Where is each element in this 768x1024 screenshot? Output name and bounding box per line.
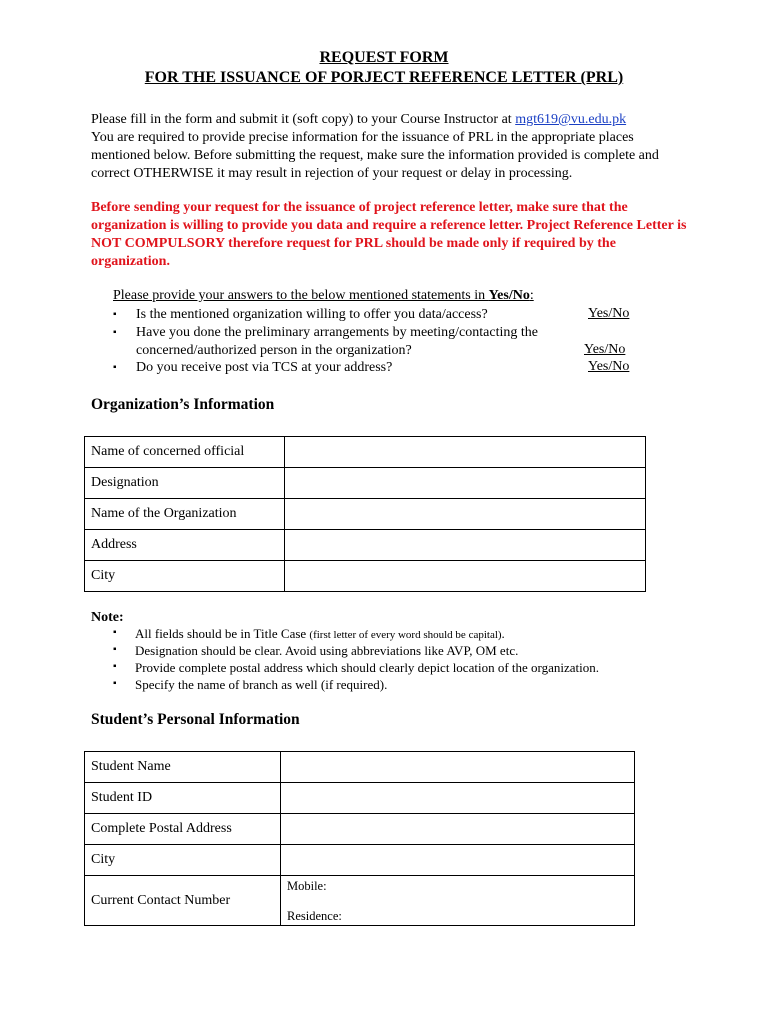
bullet-icon: ▪ (113, 327, 117, 338)
bullet-icon: ▪ (113, 678, 117, 689)
bullet-icon: ▪ (113, 362, 117, 373)
title-line1: REQUEST FORM (319, 49, 449, 66)
field-label: Designation (85, 468, 285, 499)
intro-rest: You are required to provide precise information for the issuance of PRL in the appropriate places mentioned below. Before submitting the request, make sure the information provided is complete and correct OTHERWISE it may result in rejection of your request or delay in processing. (91, 130, 659, 181)
field-label: Name of concerned official (85, 437, 285, 468)
field-label: Name of the Organization (85, 499, 285, 530)
field-label: Student Name (85, 752, 281, 783)
field-label: Complete Postal Address (85, 814, 281, 845)
contact-number-cell[interactable] (281, 876, 635, 926)
postal-address-input[interactable] (281, 814, 635, 845)
org-section-heading: Organization’s Information (91, 396, 275, 413)
questions-intro: Please provide your answers to the below mentioned statements in Yes/No: (113, 288, 534, 303)
concerned-official-input[interactable] (285, 437, 646, 468)
table-row (85, 530, 646, 561)
bullet-icon: ▪ (113, 661, 117, 672)
table-row (85, 437, 646, 468)
table-row (85, 876, 635, 926)
field-label: Current Contact Number (85, 876, 281, 926)
residence-label: Residence: (287, 908, 342, 923)
note-label: Note: (91, 610, 124, 625)
student-city-input[interactable] (281, 845, 635, 876)
field-label: City (85, 845, 281, 876)
field-label: City (85, 561, 285, 592)
mobile-label: Mobile: (287, 878, 327, 893)
designation-input[interactable] (285, 468, 646, 499)
question-1-answer: Yes/No (588, 306, 630, 321)
student-id-input[interactable] (281, 783, 635, 814)
question-3-answer: Yes/No (588, 359, 630, 374)
bullet-icon: ▪ (113, 627, 117, 638)
table-row (85, 561, 646, 592)
table-row (85, 468, 646, 499)
warning-paragraph: Before sending your request for the issuance of project reference letter, make sure that the organization is willing to provide you data and require a reference letter. Project Reference Letter is NOT COMPULSORY therefore request for PRL should be made only if required by the organization. (91, 200, 687, 269)
student-info-table (84, 751, 635, 926)
student-name-input[interactable] (281, 752, 635, 783)
instructor-email-link[interactable]: mgt619@vu.edu.pk (515, 112, 627, 127)
organization-name-input[interactable] (285, 499, 646, 530)
org-address-input[interactable] (285, 530, 646, 561)
org-city-input[interactable] (285, 561, 646, 592)
field-label: Address (85, 530, 285, 561)
title-line2: FOR THE ISSUANCE OF PORJECT REFERENCE LETTER (PRL) (144, 69, 624, 86)
table-row (85, 783, 635, 814)
bullet-icon: ▪ (113, 309, 117, 320)
bullet-icon: ▪ (113, 644, 117, 655)
student-section-heading: Student’s Personal Information (91, 711, 300, 728)
intro-text: Please fill in the form and submit it (soft copy) to your Course Instructor at (91, 112, 516, 127)
questions-intro-bold: Yes/No (488, 288, 530, 303)
question-2-answer: Yes/No (584, 342, 626, 357)
table-row (85, 752, 635, 783)
org-info-table (84, 436, 646, 592)
field-label: Student ID (85, 783, 281, 814)
intro-paragraph (91, 111, 691, 183)
table-row (85, 814, 635, 845)
table-row (85, 499, 646, 530)
table-row (85, 845, 635, 876)
